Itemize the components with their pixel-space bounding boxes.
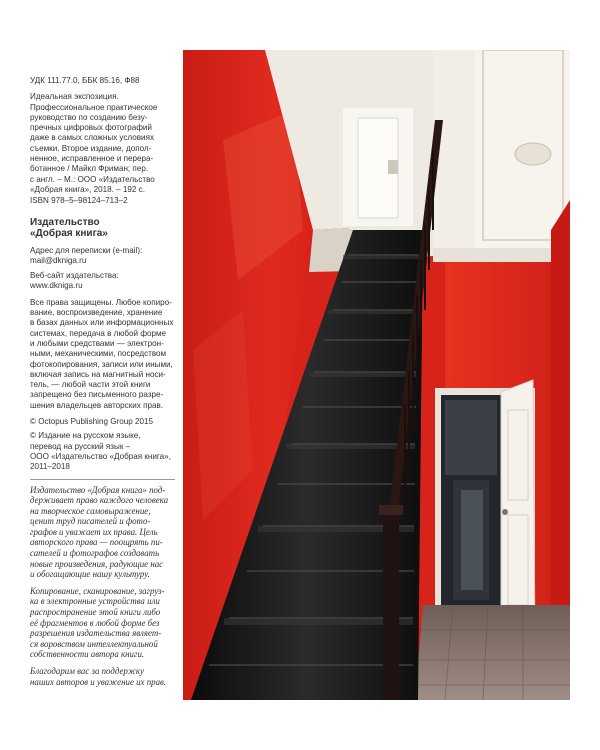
thanks-note: Благодарим вас за поддержку наших авторов и уважение их прав. [30,666,167,687]
udk-line: УДК 111.77.0, ББК 85.16, Ф88 [30,76,140,85]
isbn: ISBN 978–5–98124–713–2 [30,196,128,206]
contact-website: Веб-сайт издательства: www.dkniga.ru [30,271,119,291]
copyright-russian: © Издание на русском языке, перевод на русский язык – ООО «Издательство «Добрая книга», 2011–2018 [30,431,171,472]
copyright-original: © Octopus Publishing Group 2015 [30,417,153,427]
publisher-statement: Издательство «Добрая книга» под- держивает право каждого человека на творческое самовыражение, ценит труд писателей и фото- графов и уважает их права. Цель авторского права — поощрять пи- сателей и фотографов создавать новые произведения, радующие нас и обогащающие нашу культуру. [30,484,169,580]
bibliographic-description: Идеальная экспозиция. Профессиональное практическое руководство по созданию безу- пречных цифровых фотографий даже в самых сложных условиях съемки. Второе издание, допол- ненное, исправленное и перера- ботанное / Майкл Фриман; пер. с англ. – М.: ООО «Издательство «Добрая книга», 2018. – 192 с. [30,92,158,194]
contact-email: Адрес для переписки (e-mail): mail@dkniga.ru [30,245,143,265]
piracy-warning: Копирование, сканирование, загруз- ка в электронные устройства или распространение этой книги либо её фрагментов в любой форме без разрешения издательства являет- ся воровством интеллектуальной собственности автора книги. [30,585,165,660]
divider [30,479,175,480]
rights-notice: Все права защищены. Любое копиро- вание, воспроизведение, хранение в базах данных или информационных системах, передача в любой форме и любыми средствами — электрон- ными, механическими, посредством фотокопирования, записи или иными, включая запись на магнитный носи- тель, — любой части этой книги запрещено без письменного разре- шения владельцев авторских прав. [30,297,174,410]
staircase-photo [183,50,570,700]
staircase-illustration [183,50,570,700]
publisher-title: Издательство «Добрая книга» [30,216,108,240]
imprint-column [30,76,175,693]
